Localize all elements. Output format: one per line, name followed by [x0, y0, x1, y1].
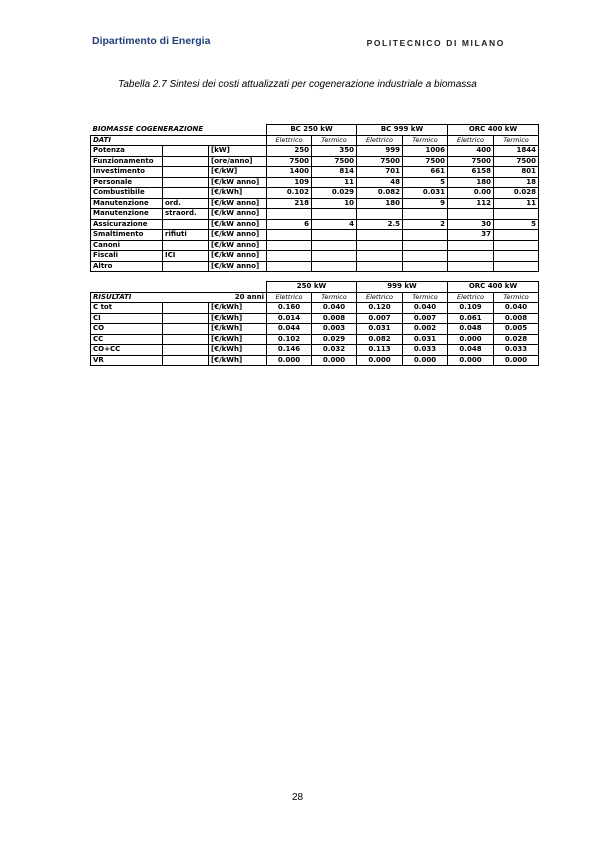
row-label: Manutenzione: [91, 209, 163, 220]
value-cell: 0.146: [267, 345, 312, 356]
row-label: Combustibile: [91, 188, 163, 199]
value-cell: 0.029: [312, 188, 357, 199]
department-name: Dipartimento di Energia: [92, 35, 211, 47]
value-cell: 250: [267, 146, 312, 157]
value-cell: 37: [448, 230, 494, 241]
row-sublabel: [163, 177, 209, 188]
subheader: Termico: [312, 135, 357, 146]
value-cell: [357, 251, 403, 262]
row-label: CC: [91, 334, 163, 345]
section-label: RISULTATI: [91, 292, 209, 303]
value-cell: [403, 261, 448, 272]
row-unit: [€/kWh]: [209, 324, 267, 335]
value-cell: 0.000: [267, 355, 312, 366]
row-sublabel: [163, 261, 209, 272]
row-unit: [€/kW anno]: [209, 230, 267, 241]
row-unit: [€/kW anno]: [209, 219, 267, 230]
value-cell: 0.000: [494, 355, 539, 366]
value-cell: [267, 261, 312, 272]
value-cell: 0.000: [448, 334, 494, 345]
subheader: Termico: [494, 135, 539, 146]
row-unit: [€/kWh]: [209, 313, 267, 324]
subheader: Elettrico: [448, 292, 494, 303]
value-cell: 0.048: [448, 324, 494, 335]
row-unit: [€/kWh]: [209, 303, 267, 314]
value-cell: 0.102: [267, 334, 312, 345]
table-row: [91, 303, 539, 314]
value-cell: 9: [403, 198, 448, 209]
value-cell: [267, 209, 312, 220]
cost-data-table: [90, 124, 539, 272]
row-sublabel: [163, 355, 209, 366]
value-cell: 0.003: [312, 324, 357, 335]
value-cell: 7500: [448, 156, 494, 167]
table-caption: Tabella 2.7 Sintesi dei costi attualizzati per cogenerazione industriale a biomassa: [118, 79, 477, 90]
value-cell: 6: [267, 219, 312, 230]
value-cell: 1844: [494, 146, 539, 157]
value-cell: 180: [357, 198, 403, 209]
row-label: Potenza: [91, 146, 163, 157]
value-cell: 0.048: [448, 345, 494, 356]
value-cell: 0.000: [357, 355, 403, 366]
row-unit: [€/kW anno]: [209, 177, 267, 188]
table-row: [91, 198, 539, 209]
value-cell: 10: [312, 198, 357, 209]
value-cell: [448, 240, 494, 251]
value-cell: 801: [494, 167, 539, 178]
group-header: ORC 400 kW: [448, 125, 539, 136]
value-cell: 0.109: [448, 303, 494, 314]
table-row: [91, 219, 539, 230]
value-cell: [357, 230, 403, 241]
value-cell: 701: [357, 167, 403, 178]
value-cell: [494, 261, 539, 272]
section-label: DATI: [91, 135, 267, 146]
value-cell: 0.040: [312, 303, 357, 314]
value-cell: 350: [312, 146, 357, 157]
row-sublabel: straord.: [163, 209, 209, 220]
row-unit: [€/kWh]: [209, 334, 267, 345]
value-cell: [494, 251, 539, 262]
row-unit: [€/kW anno]: [209, 240, 267, 251]
value-cell: [267, 251, 312, 262]
subheader: Termico: [403, 135, 448, 146]
row-label: Investimento: [91, 167, 163, 178]
value-cell: 0.082: [357, 334, 403, 345]
value-cell: [403, 240, 448, 251]
value-cell: [357, 240, 403, 251]
value-cell: 0.008: [312, 313, 357, 324]
value-cell: 7500: [403, 156, 448, 167]
value-cell: 0.007: [403, 313, 448, 324]
value-cell: 11: [494, 198, 539, 209]
group-header-row: [91, 282, 539, 293]
table-row: [91, 188, 539, 199]
row-sublabel: ord.: [163, 198, 209, 209]
value-cell: 0.014: [267, 313, 312, 324]
value-cell: [448, 209, 494, 220]
value-cell: 1400: [267, 167, 312, 178]
row-label: Funzionamento: [91, 156, 163, 167]
value-cell: 18: [494, 177, 539, 188]
table-row: [91, 261, 539, 272]
value-cell: 0.002: [403, 324, 448, 335]
value-cell: 218: [267, 198, 312, 209]
value-cell: 0.032: [312, 345, 357, 356]
value-cell: 4: [312, 219, 357, 230]
value-cell: 2: [403, 219, 448, 230]
table-row: [91, 146, 539, 157]
table-row: [91, 334, 539, 345]
row-unit: [€/kW anno]: [209, 251, 267, 262]
value-cell: [312, 240, 357, 251]
value-cell: [448, 261, 494, 272]
table-row: [91, 230, 539, 241]
row-label: Fiscali: [91, 251, 163, 262]
subheader-row: [91, 135, 539, 146]
institution-name: POLITECNICO DI MILANO: [366, 38, 505, 48]
row-unit: [€/kWh]: [209, 345, 267, 356]
table-row: [91, 177, 539, 188]
value-cell: 0.044: [267, 324, 312, 335]
subheader: Elettrico: [267, 135, 312, 146]
row-label: Manutenzione: [91, 198, 163, 209]
value-cell: 0.031: [357, 324, 403, 335]
row-unit: [kW]: [209, 146, 267, 157]
value-cell: 0.113: [357, 345, 403, 356]
value-cell: [357, 209, 403, 220]
value-cell: [403, 209, 448, 220]
value-cell: 0.000: [312, 355, 357, 366]
value-cell: 0.040: [403, 303, 448, 314]
value-cell: 0.007: [357, 313, 403, 324]
value-cell: [494, 240, 539, 251]
value-cell: 999: [357, 146, 403, 157]
row-unit: [€/kWh]: [209, 188, 267, 199]
row-unit: [€/kW anno]: [209, 209, 267, 220]
value-cell: 180: [448, 177, 494, 188]
value-cell: [312, 261, 357, 272]
group-header: 250 kW: [267, 282, 357, 293]
value-cell: [494, 230, 539, 241]
table-row: [91, 251, 539, 262]
table-row: [91, 209, 539, 220]
value-cell: 0.033: [494, 345, 539, 356]
row-sublabel: ICI: [163, 251, 209, 262]
row-label: Assicurazione: [91, 219, 163, 230]
subheader: Elettrico: [448, 135, 494, 146]
row-label: Personale: [91, 177, 163, 188]
value-cell: 5: [494, 219, 539, 230]
subheader: Elettrico: [357, 292, 403, 303]
value-cell: 7500: [267, 156, 312, 167]
value-cell: [312, 251, 357, 262]
row-sublabel: [163, 146, 209, 157]
row-label: CO: [91, 324, 163, 335]
row-label: VR: [91, 355, 163, 366]
row-unit: [€/kW anno]: [209, 261, 267, 272]
group-header: BC 250 kW: [267, 125, 357, 136]
value-cell: 0.029: [312, 334, 357, 345]
row-unit: [€/kW]: [209, 167, 267, 178]
value-cell: 112: [448, 198, 494, 209]
row-unit: [€/kWh]: [209, 355, 267, 366]
row-label: Canoni: [91, 240, 163, 251]
value-cell: 0.040: [494, 303, 539, 314]
value-cell: 0.028: [494, 188, 539, 199]
value-cell: 7500: [494, 156, 539, 167]
table-row: [91, 324, 539, 335]
row-sublabel: [163, 188, 209, 199]
value-cell: 0.00: [448, 188, 494, 199]
subheader: Termico: [494, 292, 539, 303]
row-unit: [ore/anno]: [209, 156, 267, 167]
value-cell: 5: [403, 177, 448, 188]
value-cell: 661: [403, 167, 448, 178]
results-table: [90, 281, 539, 366]
value-cell: 48: [357, 177, 403, 188]
row-sublabel: [163, 303, 209, 314]
row-sublabel: rifiuti: [163, 230, 209, 241]
value-cell: 0.102: [267, 188, 312, 199]
row-sublabel: [163, 156, 209, 167]
group-header: ORC 400 kW: [448, 282, 539, 293]
row-label: CO+CC: [91, 345, 163, 356]
value-cell: 0.061: [448, 313, 494, 324]
row-unit: [€/kW anno]: [209, 198, 267, 209]
value-cell: 30: [448, 219, 494, 230]
row-sublabel: [163, 313, 209, 324]
table-row: [91, 345, 539, 356]
value-cell: 1006: [403, 146, 448, 157]
table-title-row: [91, 125, 539, 136]
table-row: [91, 167, 539, 178]
value-cell: 0.000: [448, 355, 494, 366]
row-label: C tot: [91, 303, 163, 314]
table-row: [91, 156, 539, 167]
row-sublabel: [163, 345, 209, 356]
row-sublabel: [163, 324, 209, 335]
value-cell: 0.028: [494, 334, 539, 345]
row-sublabel: [163, 219, 209, 230]
value-cell: [357, 261, 403, 272]
page-number: 28: [291, 792, 304, 803]
value-cell: 6158: [448, 167, 494, 178]
subheader: Elettrico: [357, 135, 403, 146]
value-cell: [448, 251, 494, 262]
value-cell: 0.033: [403, 345, 448, 356]
value-cell: 7500: [312, 156, 357, 167]
subheader-row: [91, 292, 539, 303]
subheader: Termico: [403, 292, 448, 303]
table-row: [91, 313, 539, 324]
row-label: CI: [91, 313, 163, 324]
table-row: [91, 240, 539, 251]
value-cell: 814: [312, 167, 357, 178]
row-label: Smaltimento: [91, 230, 163, 241]
group-header: 999 kW: [357, 282, 448, 293]
row-sublabel: [163, 167, 209, 178]
subheader: Termico: [312, 292, 357, 303]
value-cell: 0.031: [403, 188, 448, 199]
value-cell: [403, 230, 448, 241]
value-cell: [267, 230, 312, 241]
value-cell: 11: [312, 177, 357, 188]
group-header: BC 999 kW: [357, 125, 448, 136]
row-label: Altro: [91, 261, 163, 272]
value-cell: 0.082: [357, 188, 403, 199]
value-cell: 0.120: [357, 303, 403, 314]
value-cell: 0.008: [494, 313, 539, 324]
row-sublabel: [163, 240, 209, 251]
subheader: Elettrico: [267, 292, 312, 303]
value-cell: [494, 209, 539, 220]
value-cell: 0.000: [403, 355, 448, 366]
period-label: 20 anni: [209, 292, 267, 303]
blank-cell: [91, 282, 267, 293]
value-cell: [403, 251, 448, 262]
row-sublabel: [163, 334, 209, 345]
value-cell: 2.5: [357, 219, 403, 230]
value-cell: 0.005: [494, 324, 539, 335]
table-row: [91, 355, 539, 366]
value-cell: [312, 230, 357, 241]
value-cell: 0.031: [403, 334, 448, 345]
value-cell: [267, 240, 312, 251]
value-cell: 7500: [357, 156, 403, 167]
value-cell: 400: [448, 146, 494, 157]
value-cell: [312, 209, 357, 220]
value-cell: 109: [267, 177, 312, 188]
value-cell: 0.160: [267, 303, 312, 314]
table-title: BIOMASSE COGENERAZIONE: [91, 125, 267, 136]
